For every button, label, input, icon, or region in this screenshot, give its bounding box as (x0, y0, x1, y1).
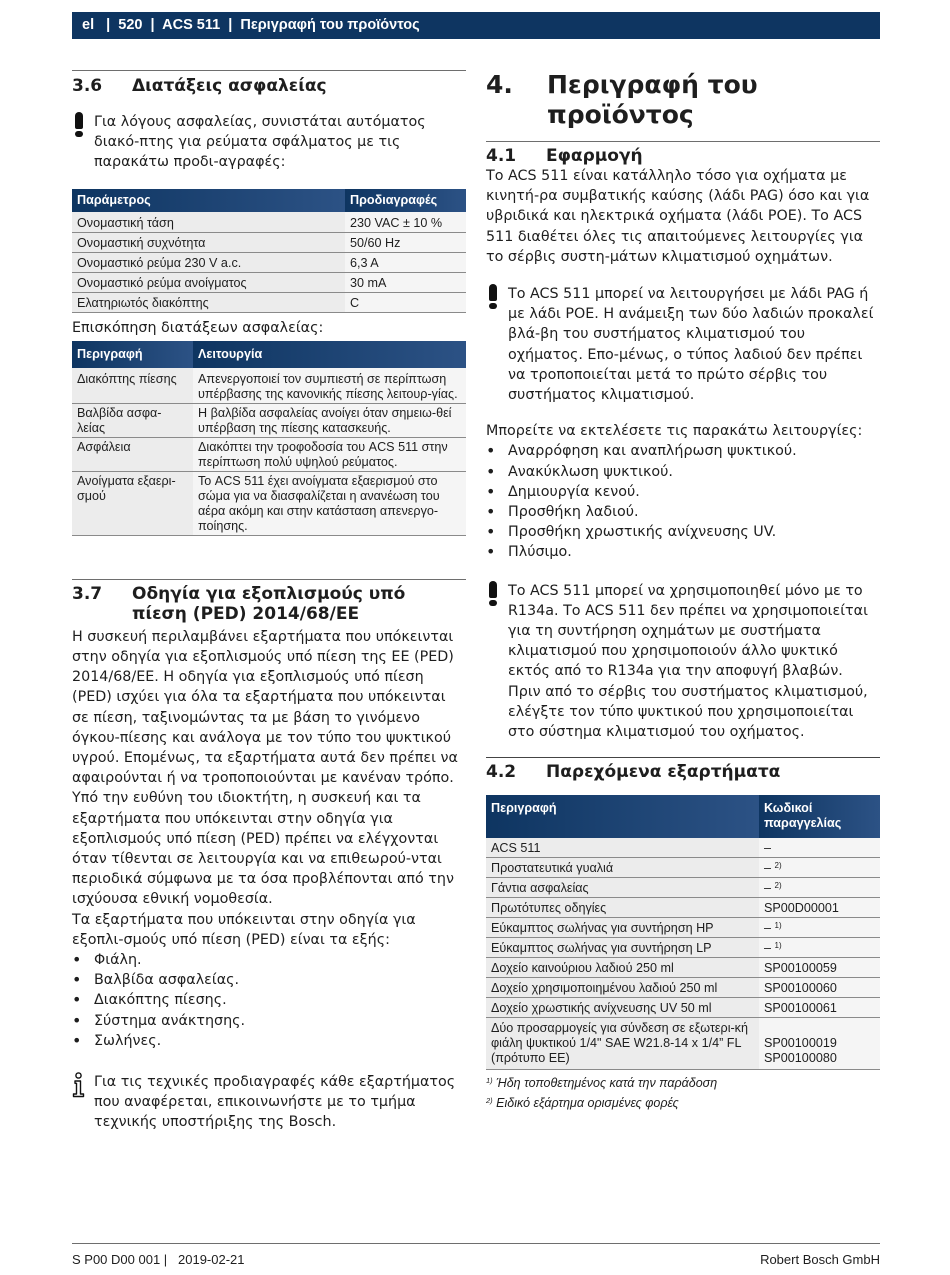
section-3-7-heading (72, 584, 466, 624)
table-cell: Δοχείο χρωστικής ανίχνευσης UV 50 ml (486, 998, 759, 1018)
table-cell: 50/60 Hz (345, 232, 466, 252)
table-cell (759, 838, 880, 858)
header-page-number: 520 (118, 17, 143, 33)
footnote-ref: 2) (774, 881, 782, 891)
footer-left: S P00 D00 001 | 2019-02-21 (72, 1252, 245, 1267)
section-3-6-heading (72, 76, 466, 96)
table-cell: Δοχείο καινούριου λαδιού 250 ml (486, 958, 759, 978)
table-cell: Πρωτότυπες οδηγίες (486, 898, 759, 918)
left-column (72, 70, 466, 1133)
list-item: • Διακόπτης πίεσης. (72, 990, 466, 1010)
table-row (486, 978, 880, 998)
ped-paragraph: Η συσκευή περιλαμβάνει εξαρτήματα που υπόκεινται στην οδηγία για εξοπλισμούς υπό πίεση της ΕΕ (PED) 2014/68/ΕΕ. Η οδηγία για εξοπλισμούς υπό πίεση (PED) ισχύει για όλα τα εξαρτήματα που υπόκεινται σε πίεση, ταξινομώντας τα με βάση το γινόμενο όγκου-πίεσης και ανάλογα με τον τύπο του ψυκτικού υγρού. Επομένως, τα εξαρτήματα αυτά δεν πρέπει να αφαιρούνται ή να τροποποιούνται με κανέναν τρόπο. Υπό την ευθύνη του ιδιοκτήτη, η συσκευή και τα εξαρτήματα που υπόκεινται στην οδηγία για εξοπλισμούς υπό πίεση (PED) πρέπει να ελέγχονται όταν τίθενται σε λειτουργία και να επιθεωρού-νται περιοδικά σύμφωνα με τα όσα προβλέπονται από την ισχύουσα εθνική νομοθεσία. (72, 628, 458, 908)
table-row (486, 858, 880, 878)
table-row (72, 471, 466, 535)
warning-text: Το ACS 511 μπορεί να χρησιμοποιηθεί μόνο με το R134a. Το ACS 511 δεν πρέπει να χρησιμοποιείται για τη συντήρηση οχημάτων με συστήματα κλιματισμού που χρησιμοποιούν άλλο ψυκτικό εκτός από το R134a για την αποφυγή βλαβών. Πριν από το σέρβις του συστήματος κλιματισμού, ελέγξτε τον τύπο ψυκτικού που χρησιμοποιείται στο σύστημα κλιματισμού του οχήματος. (508, 582, 868, 741)
chapter-title: Περιγραφή του προϊόντος (547, 70, 758, 129)
page-header-bar: el | 520 | ACS 511 | Περιγραφή του προϊόντος (72, 12, 880, 39)
table-row (486, 938, 880, 958)
footnote-text: Ήδη τοποθετημένος κατά την παράδοση (496, 1076, 718, 1091)
order-code: SP00D00001 (764, 901, 839, 916)
table-cell: Ονομαστικό ρεύμα 230 V a.c. (72, 252, 345, 272)
functions-list (486, 441, 880, 562)
table-cell: Η βαλβίδα ασφαλείας ανοίγει όταν σημειω-θεί υπέρβαση της πίεσης κατασκευής. (193, 403, 466, 437)
table-cell: Διακόπτει την τροφοδοσία του ACS 511 στην περίπτωση πολύ υψηλού ρεύματος. (193, 437, 466, 471)
section-4-1 (486, 141, 880, 166)
section-number: 3.6 (72, 76, 103, 96)
list-item: • Προσθήκη χρωστικής ανίχνευσης UV. (486, 522, 880, 542)
ped-component-list (72, 950, 466, 1051)
column-header: Προδιαγραφές (345, 189, 466, 212)
footnote-text: Ειδικό εξάρτημα ορισμένες φορές (496, 1096, 679, 1111)
section-number: 3.7 (72, 583, 103, 604)
table-row (72, 252, 466, 272)
table-cell: Ανοίγματα εξαερι-σμού (72, 471, 193, 535)
table-cell: ACS 511 (486, 838, 759, 858)
section-number: 4.1 (486, 146, 517, 166)
footer-company: Robert Bosch GmbH (760, 1252, 880, 1267)
table-cell: Βαλβίδα ασφα-λείας (72, 403, 193, 437)
order-code: – (764, 921, 772, 936)
exclamation-icon (486, 581, 508, 743)
warning-note (486, 284, 880, 405)
page-footer (72, 1243, 880, 1267)
table-cell (759, 978, 880, 998)
table-cell: Διακόπτης πίεσης (72, 368, 193, 404)
list-item: • Σύστημα ανάκτησης. (72, 1011, 466, 1031)
footnote-mark: 1) (486, 1076, 493, 1086)
table-row (72, 272, 466, 292)
footnote-2 (486, 1093, 880, 1113)
table-cell (759, 958, 880, 978)
table-cell: Εύκαμπτος σωλήνας για συντήρηση HP (486, 918, 759, 938)
order-code: SP00100060 (764, 981, 837, 996)
order-code: SP00100019 (764, 1036, 837, 1051)
order-code: – (764, 861, 772, 876)
exclamation-icon (486, 284, 508, 405)
delivered-parts-table (486, 795, 880, 1070)
footnote-ref: 1) (774, 921, 782, 931)
table-cell (759, 938, 880, 958)
list-item: • Ανακύκλωση ψυκτικού. (486, 462, 880, 482)
footnote-ref: 1) (774, 941, 782, 951)
table-cell (759, 918, 880, 938)
order-code: SP00100059 (764, 961, 837, 976)
right-column (486, 70, 880, 1113)
table-cell (759, 878, 880, 898)
ped-components-intro: Τα εξαρτήματα που υπόκεινται στην οδηγία για εξοπλι-σμούς υπό πίεση (PED) είναι τα εξής: (72, 911, 416, 948)
table-cell (759, 898, 880, 918)
table-header-row (486, 795, 880, 838)
table-cell: C (345, 292, 466, 312)
section-3-6 (72, 70, 466, 96)
section-title: Εφαρμογή (546, 146, 643, 166)
table-cell: Προστατευτικά γυαλιά (486, 858, 759, 878)
exclamation-icon (72, 112, 94, 173)
column-header: Περιγραφή (486, 795, 759, 838)
footer-date: 2019-02-21 (178, 1252, 245, 1267)
table-cell: Ελατηριωτός διακόπτης (72, 292, 345, 312)
table-row (486, 878, 880, 898)
footnote-ref: 2) (774, 861, 782, 871)
header-product: ACS 511 (162, 17, 221, 33)
list-item: • Αναρρόφηση και αναπλήρωση ψυκτικού. (486, 441, 880, 461)
table-row (486, 958, 880, 978)
safety-devices-table (72, 341, 466, 536)
list-item: • Σωλήνες. (72, 1031, 466, 1051)
table-cell (759, 1018, 880, 1070)
rcd-spec-table (72, 189, 466, 313)
table-cell: Δοχείο χρησιμοποιημένου λαδιού 250 ml (486, 978, 759, 998)
table-cell: 230 VAC ± 10 % (345, 212, 466, 233)
table-header-row (72, 189, 466, 212)
order-code: SP00100061 (764, 1001, 837, 1016)
table-cell: Δύο προσαρμογείς για σύνδεση σε εξωτερι-κή φιάλη ψυκτικού 1/4" SAE W21.8-14 x 1/4” FL (πρότυπο ΕΕ) (486, 1018, 759, 1070)
functions-intro: Μπορείτε να εκτελέσετε τις παρακάτω λειτουργίες: (486, 423, 863, 440)
section-title: Διατάξεις ασφαλείας (132, 76, 327, 96)
header-section: Περιγραφή του προϊόντος (240, 17, 420, 33)
chapter-number: 4. (486, 70, 513, 99)
table-row (486, 998, 880, 1018)
footer-doc-number: S P00 D00 001 (72, 1252, 161, 1267)
overview-label: Επισκόπηση διατάξεων ασφαλείας: (72, 319, 324, 336)
info-note (72, 1072, 466, 1133)
table-cell: Το ACS 511 έχει ανοίγματα εξαερισμού στο σώμα για να διασφαλίζεται η ανανέωση του αέρα ακόμη και στην κατάσταση απενεργο-ποίησης. (193, 471, 466, 535)
footnote-mark: 2) (486, 1096, 493, 1106)
table-row (72, 292, 466, 312)
column-header: Παράμετρος (72, 189, 345, 212)
order-code: – (764, 941, 772, 956)
section-title: Οδηγία για εξοπλισμούς υπό πίεση (PED) 2014/68/EE (132, 583, 406, 624)
warning-note (72, 112, 466, 173)
section-4-1-heading (486, 146, 880, 166)
section-number: 4.2 (486, 762, 517, 783)
table-row (486, 918, 880, 938)
warning-note (486, 581, 880, 743)
warning-text: Το ACS 511 μπορεί να λειτουργήσει με λάδι PAG ή με λάδι POE. Η ανάμειξη των δύο λαδιών προκαλεί βλά-βη του συστήματος κλιματισμού του οχήματος. Επο-μένως, ο τύπος λαδιού δεν πρέπει να τροποποιείται μετά το πρώτο σέρβις του συστήματος κλιματισμού. (508, 286, 874, 404)
column-header: Λειτουργία (193, 341, 466, 368)
table-row (72, 212, 466, 233)
table-row (486, 898, 880, 918)
list-item: • Πλύσιμο. (486, 542, 880, 562)
table-header-row (72, 341, 466, 368)
section-4-2-heading (486, 762, 880, 782)
order-code: SP00100080 (764, 1051, 837, 1066)
table-row (72, 437, 466, 471)
column-header: Κωδικοί παραγγελίας (759, 795, 880, 838)
table-row (72, 232, 466, 252)
table-cell: Εύκαμπτος σωλήνας για συντήρηση LP (486, 938, 759, 958)
list-item: • Φιάλη. (72, 950, 466, 970)
warning-text: Για λόγους ασφαλείας, συνιστάται αυτόματος διακό-πτης για ρεύματα σφάλματος με τις παρακάτω προδι-αγραφές: (94, 114, 426, 171)
table-row (72, 403, 466, 437)
table-cell: 30 mA (345, 272, 466, 292)
order-code: – (764, 881, 772, 896)
header-lang: el (82, 17, 95, 33)
section-3-7 (72, 579, 466, 624)
table-cell: Ονομαστική τάση (72, 212, 345, 233)
table-row (486, 838, 880, 858)
column-header: Περιγραφή (72, 341, 193, 368)
info-text: Για τις τεχνικές προδιαγραφές κάθε εξαρτήματος που αναφέρεται, επικοινωνήστε με το τμήμα τεχνικής υποστήριξης της Bosch. (94, 1074, 456, 1131)
section-4-2 (486, 757, 880, 782)
section-title: Παρεχόμενα εξαρτήματα (546, 762, 781, 783)
table-cell (759, 998, 880, 1018)
footnote-1 (486, 1073, 880, 1093)
chapter-4-heading (486, 70, 880, 130)
table-cell: Ασφάλεια (72, 437, 193, 471)
list-item: • Δημιουργία κενού. (486, 482, 880, 502)
table-cell: Ονομαστικό ρεύμα ανοίγματος (72, 272, 345, 292)
table-cell: Απενεργοποιεί τον συμπιεστή σε περίπτωση υπέρβασης της κανονικής πίεσης λειτουρ-γίας. (193, 368, 466, 404)
list-item: • Βαλβίδα ασφαλείας. (72, 970, 466, 990)
table-row (72, 368, 466, 404)
table-cell: Γάντια ασφαλείας (486, 878, 759, 898)
application-paragraph: Το ACS 511 είναι κατάλληλο τόσο για οχήματα με κινητή-ρα συμβατικής καύσης (λάδι PAG) όσο και για υβριδικά και ηλεκτρικά οχήματα (λάδι POE). Το ACS 511 διαθέτει όλες τις απαιτούμενες λειτουργίες για το σέρβις συστη-μάτων κλιματισμού οχημάτων. (486, 168, 870, 265)
info-icon (72, 1072, 94, 1133)
table-cell (759, 858, 880, 878)
table-row (486, 1018, 880, 1070)
table-cell: Ονομαστική συχνότητα (72, 232, 345, 252)
order-code: – (764, 841, 772, 856)
table-cell: 6,3 A (345, 252, 466, 272)
list-item: • Προσθήκη λαδιού. (486, 502, 880, 522)
